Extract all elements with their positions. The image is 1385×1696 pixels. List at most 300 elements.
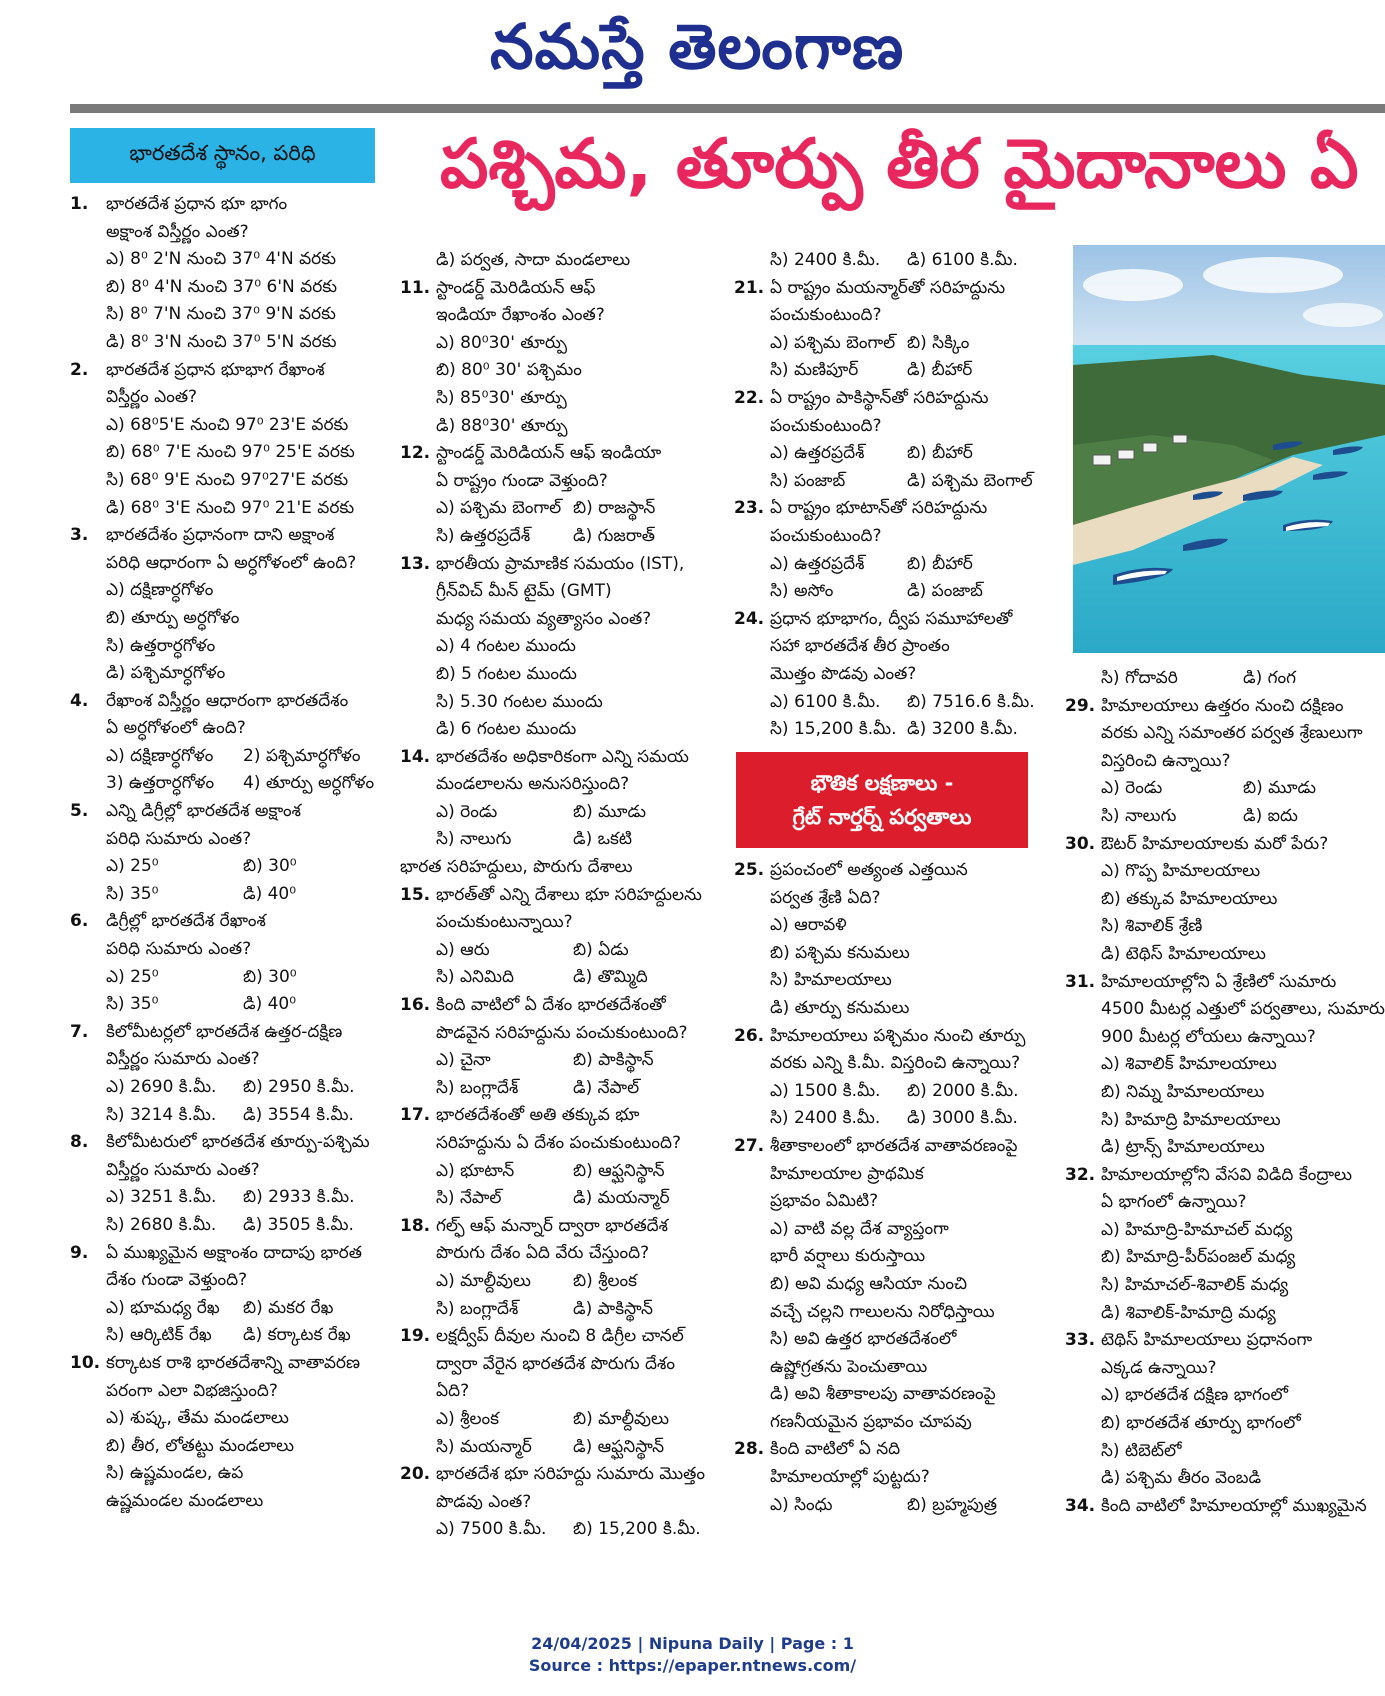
option: డి) 3554 కి.మీ.	[243, 1104, 354, 1125]
option: 2) పశ్చిమార్ధగోళం	[243, 745, 361, 766]
option-row	[400, 1406, 710, 1434]
question-number: 33.	[1065, 1330, 1096, 1351]
option: ఎ) భారతదేశ దక్షిణ భాగంలో	[1101, 1385, 1288, 1406]
option: బి) 80⁰ 30' పశ్చిమం	[436, 360, 582, 381]
question-10	[70, 1350, 380, 1405]
column-3	[734, 247, 1044, 744]
headline: పశ్చిమ, తూర్పు తీర మైదానాలు ఏ	[440, 125, 1359, 204]
question-number: 4.	[70, 690, 89, 711]
question-text: కిలోమీటర్లలో భారతదేశ ఉత్తర-దక్షిణ	[106, 1021, 343, 1042]
option: బి) మకర రేఖ	[243, 1297, 334, 1318]
question-text: హిమాలయాల్లోని వేసవి విడిది కేంద్రాలు	[1101, 1164, 1352, 1185]
option: ఎ) శుష్క, తేమ మండలాలు	[106, 1408, 289, 1429]
question-number: 3.	[70, 525, 89, 546]
option-row	[1065, 803, 1385, 831]
question-text: ఏ రాష్ట్రం మయన్మార్‌తో సరిహద్దును	[770, 277, 1006, 298]
option: ఎ) చైనా	[436, 1050, 491, 1071]
question-text: సరిహద్దును ఏ దేశం పంచుకుంటుంది?	[436, 1133, 682, 1153]
question-text: టెథిస్ హిమాలయాలు ప్రధానంగా	[1101, 1330, 1313, 1351]
option-row	[400, 1268, 710, 1296]
option: ఎ) 68⁰5'E నుంచి 97⁰ 23'E వరకు	[106, 414, 349, 435]
option: డి) 3505 కి.మీ.	[243, 1214, 354, 1235]
option: 4) తూర్పు అర్ధగోళం	[243, 773, 375, 794]
option-row	[70, 881, 380, 909]
section-label-text: భారతదేశ స్థానం, పరిధి	[129, 140, 316, 165]
question-text: ద్వారా వేరైన భారతదేశ పొరుగు దేశం ఏది?	[436, 1353, 676, 1402]
option: డి) కర్కాటక రేఖ	[243, 1325, 351, 1346]
question-17	[400, 1102, 710, 1157]
option: ఎ) 25⁰	[106, 856, 159, 877]
option-row	[734, 1078, 1044, 1106]
option: డి) పశ్చిమ తీరం వెంబడి	[1101, 1468, 1262, 1489]
option: బి) 2950 కి.మీ.	[243, 1077, 355, 1097]
footer-date-line: 24/04/2025 | Nipuna Daily | Page : 1	[531, 1634, 854, 1653]
question-text: హిమాలయాల ప్రాథమిక	[770, 1163, 924, 1184]
option-row	[400, 1296, 710, 1324]
option: సి) 68⁰ 9'E నుంచి 97⁰27'E వరకు	[106, 469, 349, 490]
question-text: ఇండియా రేఖాంశం ఎంత?	[436, 305, 605, 326]
question-text: గ్రీన్‌విచ్ మీన్ టైమ్ (GMT)	[436, 581, 612, 602]
question-number: 25.	[734, 860, 765, 880]
option-row	[70, 1212, 380, 1240]
option: ఎ) శివాలిక్ హిమాలయాలు	[1101, 1054, 1277, 1075]
option: ఎ) మాల్దీవులు	[436, 1270, 531, 1291]
option: సి) అవి ఉత్తర భారతదేశంలో	[770, 1329, 957, 1350]
option: డి) ఐదు	[1243, 805, 1298, 826]
question-number: 32.	[1065, 1164, 1096, 1185]
option: బి) 30⁰	[243, 966, 297, 987]
question-text: పంచుకుంటుంది?	[770, 415, 882, 436]
subsection-heading: భారత సరిహద్దులు, పొరుగు దేశాలు	[400, 857, 633, 878]
option: సి) ఉష్ణమండల, ఉప	[106, 1463, 244, 1484]
question-23	[734, 495, 1044, 550]
option-row	[1065, 665, 1385, 693]
option: సి) నాలుగు	[1101, 805, 1177, 826]
question-text: గల్ఫ్ ఆఫ్ మన్నార్ ద్వారా భారతదేశ	[436, 1215, 669, 1236]
option: సి) గోదావరి	[1101, 668, 1178, 688]
option: సి) 8⁰ 7'N నుంచి 37⁰ 9'N వరకు	[106, 304, 336, 325]
question-13	[400, 551, 710, 634]
option: ఎ) పశ్చిమ బెంగాల్	[770, 332, 896, 353]
option-row	[400, 1434, 710, 1462]
question-text: ఎక్కడ ఉన్నాయి?	[1101, 1357, 1217, 1378]
option: డి) పాకిస్థాన్	[573, 1298, 653, 1319]
question-number: 1.	[70, 194, 89, 214]
question-text: విస్తీర్ణం ఎంత?	[106, 387, 198, 408]
option-row	[400, 523, 710, 551]
question-31	[1065, 969, 1385, 1052]
option: బి) 15,200 కి.మీ.	[573, 1519, 701, 1540]
question-number: 2.	[70, 359, 89, 380]
question-text: పరిధి సుమారు ఎంత?	[106, 939, 252, 960]
question-number: 26.	[734, 1025, 765, 1046]
banner-line: గ్రేట్ నార్తర్న్ పర్వతాలు	[792, 805, 972, 829]
option: బి) 7516.6 కి.మీ.	[907, 691, 1035, 712]
option: బి) పాకిస్థాన్	[573, 1050, 654, 1071]
option: ఎ) 8⁰ 2'N నుంచి 37⁰ 4'N వరకు	[106, 249, 337, 270]
question-number: 17.	[400, 1105, 431, 1126]
question-text: వరకు ఎన్ని కి.మీ. విస్తరించి ఉన్నాయి?	[770, 1053, 1021, 1074]
question-text: రేఖాంశ విస్తీర్ణం ఆధారంగా భారతదేశం	[106, 690, 349, 711]
option: డి) మయన్మార్	[573, 1188, 670, 1209]
option: సి) పంజాబ్	[770, 470, 846, 491]
subsection-banner	[736, 752, 1028, 848]
question-number: 19.	[400, 1326, 431, 1347]
question-text: ప్రధాన భూభాగం, ద్వీప సమూహాలతో	[770, 608, 1013, 629]
option: డి) శివాలిక్-హిమాద్రి మధ్య	[1101, 1302, 1276, 1323]
option: బి) 2933 కి.మీ.	[243, 1187, 355, 1208]
question-27	[734, 1133, 1044, 1216]
option: ఎ) 7500 కి.మీ.	[436, 1519, 547, 1540]
question-text: పొడవైన సరిహద్దును పంచుకుంటుంది?	[436, 1022, 688, 1043]
option: భారీ వర్షాలు కురుస్తాయి	[770, 1246, 926, 1267]
question-text: కిలోమీటరులో భారతదేశ తూర్పు-పశ్చిమ	[106, 1132, 370, 1153]
question-18	[400, 1213, 710, 1268]
question-15	[400, 882, 710, 937]
option: డి) అవి శీతాకాలపు వాతావరణంపై	[770, 1384, 996, 1405]
question-22	[734, 385, 1044, 440]
question-text: పర్వత శ్రేణి ఏది?	[770, 887, 881, 908]
question-text: 4500 మీటర్ల ఎత్తులో పర్వతాలు, సుమారు	[1101, 999, 1385, 1020]
option: డి) పంజాబ్	[907, 581, 983, 602]
question-text: పరంగా ఎలా విభజిస్తుంది?	[106, 1380, 278, 1401]
option: బి) అవి మధ్య ఆసియా నుంచి	[770, 1273, 967, 1294]
question-4	[70, 688, 380, 743]
question-text: స్టాండర్డ్ మెరిడియన్ ఆఫ్ ఇండియా	[436, 443, 662, 464]
question-3	[70, 522, 380, 577]
question-20	[400, 1461, 710, 1516]
option-row	[70, 743, 380, 771]
option: బి) 2000 కి.మీ.	[907, 1080, 1019, 1101]
option-row	[734, 1105, 1044, 1133]
option-row	[734, 468, 1044, 496]
option: డి) గుజరాత్	[573, 525, 655, 546]
option: డి) పశ్చిమార్ధగోళం	[106, 663, 226, 684]
question-text: దేశం గుండా వెళ్తుంది?	[106, 1270, 248, 1291]
section-label	[70, 128, 375, 183]
option: సి) 2400 కి.మీ.	[770, 250, 881, 270]
question-32	[1065, 1162, 1385, 1217]
option: ఎ) భూమధ్య రేఖ	[106, 1297, 220, 1318]
question-text: లక్షద్వీప్ దీవుల నుంచి 8 డిగ్రీల చానల్	[436, 1326, 684, 1347]
column-2	[400, 247, 710, 1544]
option-row	[734, 716, 1044, 744]
question-text: ఏ అర్ధగోళంలో ఉంది?	[106, 718, 246, 739]
question-number: 31.	[1065, 971, 1096, 992]
question-text: భారతదేశం ప్రధానంగా దాని అక్షాంశ	[106, 525, 335, 546]
option: డి) నేపాల్	[573, 1077, 640, 1098]
option: డి) 8⁰ 3'N నుంచి 37⁰ 5'N వరకు	[106, 331, 337, 352]
option-row	[400, 964, 710, 992]
option: డి) గంగ	[1243, 668, 1297, 688]
column-4	[1065, 665, 1385, 1520]
option: డి) 40⁰	[243, 994, 297, 1015]
question-text: పరిధి ఆధారంగా ఏ అర్ధగోళంలో ఉంది?	[106, 552, 357, 573]
option: డి) టెథిస్ హిమాలయాలు	[1101, 943, 1266, 964]
option: ఎ) 6100 కి.మీ.	[770, 691, 881, 712]
option: సి) 2400 కి.మీ.	[770, 1108, 881, 1129]
question-text: సహా భారతదేశ తీర ప్రాంతం	[770, 636, 950, 657]
question-text: అక్షాంశ విస్తీర్ణం ఎంత?	[106, 221, 249, 242]
option: వచ్చే చల్లని గాలులను నిరోధిస్తాయి	[770, 1301, 995, 1322]
option: బి) ఆఫ్ఘనిస్థాన్	[573, 1160, 665, 1181]
option: సి) నేపాల్	[436, 1188, 502, 1209]
option: సి) అసోం	[770, 581, 834, 602]
question-text: కింది వాటిలో ఏ దేశం భారతదేశంతో	[436, 995, 666, 1016]
option-row	[70, 1074, 380, 1102]
option: డి) 40⁰	[243, 883, 297, 904]
option: ఎ) 1500 కి.మీ.	[770, 1080, 881, 1101]
coastal-beach-boats-photo	[1073, 245, 1385, 653]
option: సి) 35⁰	[106, 883, 159, 904]
question-33	[1065, 1327, 1385, 1382]
option: డి) ఆఫ్ఘనిస్థాన్	[573, 1436, 665, 1457]
question-number: 6.	[70, 911, 89, 932]
option: ఎ) ఆరావళి	[770, 915, 847, 936]
option: ఉష్ణోగ్రతను పెంచుతాయి	[770, 1356, 928, 1377]
option: బి) నిమ్న హిమాలయాలు	[1101, 1081, 1265, 1102]
question-text: విస్తరించి ఉన్నాయి?	[1101, 750, 1231, 771]
question-text: ఔటర్ హిమాలయాలకు మరో పేరు?	[1101, 833, 1329, 854]
masthead-rule	[70, 104, 1385, 113]
question-text: పొరుగు దేశం ఏది వేరు చేస్తుంది?	[436, 1243, 650, 1264]
question-text: మొత్తం పొడవు ఎంత?	[770, 663, 917, 684]
option: సి) నాలుగు	[436, 829, 512, 850]
option: ఎ) హిమాద్రి-హిమాచల్ మధ్య	[1101, 1219, 1293, 1240]
option: బి) మూడు	[573, 801, 646, 822]
question-text: డిగ్రీల్లో భారతదేశ రేఖాంశ	[106, 911, 266, 932]
option: ఎ) సింధు	[770, 1494, 833, 1515]
question-number: 16.	[400, 995, 431, 1016]
question-text: ఏ రాష్ట్రం భూటాన్‌తో సరిహద్దును	[770, 498, 988, 519]
option: బి) తక్కువ హిమాలయాలు	[1101, 888, 1278, 909]
option: డి) 68⁰ 3'E నుంచి 97⁰ 21'E వరకు	[106, 497, 355, 518]
question-text: ఏ భాగంలో ఉన్నాయి?	[1101, 1192, 1247, 1213]
option: ఎ) వాటి వల్ల దేశ వ్యాప్తంగా	[770, 1218, 949, 1239]
option: డి) పర్వత, సాదా మండలాలు	[436, 250, 631, 270]
option-row	[734, 578, 1044, 606]
option-row	[734, 330, 1044, 358]
question-number: 12.	[400, 443, 431, 464]
question-text: పంచుకుంటుంది?	[770, 525, 882, 546]
question-number: 11.	[400, 277, 431, 298]
option: ఎ) పశ్చిమ బెంగాల్	[436, 498, 562, 519]
option: సి) బంగ్లాదేశ్	[436, 1077, 519, 1098]
option: బి) బీహార్	[907, 553, 973, 574]
option-row	[734, 1492, 1044, 1520]
option: ఎ) శ్రీలంక	[436, 1408, 500, 1429]
question-text: భారతదేశంతో అతి తక్కువ భూ	[436, 1105, 640, 1126]
question-text: 900 మీటర్ల లోయలు ఉన్నాయి?	[1101, 1026, 1316, 1047]
question-text: హిమాలయాలు పశ్చిమం నుంచి తూర్పు	[770, 1025, 1026, 1046]
option-row	[70, 1184, 380, 1212]
question-text: కింది వాటిలో హిమాలయాల్లో ముఖ్యమైన	[1101, 1495, 1367, 1516]
question-28	[734, 1436, 1044, 1491]
option: 3) ఉత్తరార్ధగోళం	[106, 773, 215, 794]
option: ఎ) రెండు	[436, 801, 498, 822]
question-text: పంచుకుంటుంది?	[770, 305, 882, 326]
question-number: 15.	[400, 884, 431, 905]
option-row	[70, 853, 380, 881]
question-text: భారత్‌తో ఎన్ని దేశాలు భూ సరిహద్దులను	[436, 884, 702, 905]
option-row	[734, 689, 1044, 717]
question-8	[70, 1129, 380, 1184]
option: డి) తొమ్మిది	[573, 967, 648, 988]
question-number: 18.	[400, 1215, 431, 1236]
question-19	[400, 1323, 710, 1406]
question-24	[734, 606, 1044, 689]
masthead-logo: నమస్తే తెలంగాణ	[490, 10, 905, 83]
question-text: భారతదేశ భూ సరిహద్దు సుమారు మొత్తం	[436, 1464, 705, 1485]
option: బి) బ్రహ్మపుత్ర	[907, 1494, 997, 1515]
option: బి) తూర్పు అర్ధగోళం	[106, 607, 240, 628]
option-row	[734, 357, 1044, 385]
question-text: విస్తీర్ణం సుమారు ఎంత?	[106, 1159, 260, 1180]
question-text: వరకు ఎన్ని సమాంతర పర్వత శ్రేణులుగా	[1101, 723, 1363, 744]
footer-source-line: Source : https://epaper.ntnews.com/	[528, 1656, 857, 1675]
banner-line: భౌతిక లక్షణాలు -	[810, 771, 954, 795]
question-12	[400, 440, 710, 495]
option: సి) హిమాలయాలు	[770, 970, 892, 991]
option: సి) 85⁰30' తూర్పు	[436, 387, 567, 408]
option-row	[734, 247, 1044, 275]
question-text: స్టాండర్డ్ మెరిడియన్ ఆఫ్	[436, 277, 596, 298]
question-number: 13.	[400, 553, 431, 574]
option: ఎ) ఆరు	[436, 939, 490, 960]
option: బి) మాల్దీవులు	[573, 1408, 669, 1429]
option: సి) 5.30 గంటల ముందు	[436, 691, 603, 712]
option: బి) బీహార్	[907, 443, 973, 464]
option: బి) 5 గంటల ముందు	[436, 663, 577, 684]
question-text: ఏ రాష్ట్రం గుండా వెళ్తుంది?	[436, 470, 608, 491]
column-3-lower	[734, 857, 1044, 1519]
question-number: 8.	[70, 1132, 89, 1153]
option: సి) ఉత్తరప్రదేశ్	[436, 525, 531, 546]
option: ఎ) 3251 కి.మీ.	[106, 1187, 217, 1208]
question-number: 27.	[734, 1135, 765, 1156]
question-number: 28.	[734, 1439, 765, 1460]
question-6	[70, 908, 380, 963]
option: సి) 15,200 కి.మీ.	[770, 719, 897, 740]
question-text: భారతదేశ ప్రధాన భూభాగ రేఖాంశ	[106, 359, 325, 380]
option-row	[400, 1185, 710, 1213]
question-text: విస్తీర్ణం సుమారు ఎంత?	[106, 1049, 260, 1070]
question-text: ఏ ముఖ్యమైన అక్షాంశం దాదాపు భారత	[106, 1242, 362, 1263]
option-row	[70, 1322, 380, 1350]
question-number: 24.	[734, 608, 765, 629]
option: బి) మూడు	[1243, 778, 1316, 799]
question-text: హిమాలయాల్లోని ఏ శ్రేణిలో సుమారు	[1101, 971, 1337, 992]
option: గణనీయమైన ప్రభావం చూపవు	[770, 1411, 972, 1432]
option: ఎ) రెండు	[1101, 778, 1163, 799]
option: ఎ) భూటాన్	[436, 1160, 515, 1181]
column-1	[70, 191, 380, 1516]
option: సి) హిమాద్రి హిమాలయాలు	[1101, 1109, 1281, 1130]
option: సి) ఆర్కిటిక్ రేఖ	[106, 1325, 212, 1346]
question-number: 21.	[734, 277, 765, 298]
question-number: 9.	[70, 1242, 89, 1263]
option: డి) 3000 కి.మీ.	[907, 1108, 1018, 1129]
option: సి) హిమాచల్-శివాలిక్ మధ్య	[1101, 1275, 1289, 1296]
option: సి) మయన్మార్	[436, 1436, 532, 1457]
option: బి) ఏడు	[573, 939, 629, 960]
question-text: ప్రభావం ఏమిటి?	[770, 1191, 879, 1212]
question-text: పొడవు ఎంత?	[436, 1491, 532, 1512]
question-text: పరిధి సుమారు ఎంత?	[106, 828, 252, 849]
option-row	[734, 551, 1044, 579]
question-text: భారతదేశం అధికారికంగా ఎన్ని సమయ	[436, 746, 689, 767]
option-row	[734, 440, 1044, 468]
option: ఎ) 4 గంటల ముందు	[436, 636, 576, 657]
question-29	[1065, 693, 1385, 776]
question-number: 7.	[70, 1021, 89, 1042]
question-21	[734, 275, 1044, 330]
option: డి) బీహార్	[907, 360, 973, 381]
question-30	[1065, 831, 1385, 859]
option: బి) శ్రీలంక	[573, 1270, 638, 1291]
question-text: భారతీయ ప్రామాణిక సమయం (IST),	[436, 553, 685, 574]
option-row	[400, 937, 710, 965]
question-text: మధ్య సమయ వ్యత్యాసం ఎంత?	[436, 608, 652, 629]
option-row	[400, 1075, 710, 1103]
question-number: 10.	[70, 1352, 101, 1373]
question-number: 5.	[70, 801, 89, 822]
option: డి) తూర్పు కనుమలు	[770, 997, 910, 1018]
option: డి) 6100 కి.మీ.	[907, 250, 1018, 270]
question-text: కింది వాటిలో ఏ నది	[770, 1439, 901, 1460]
question-text: పంచుకుంటున్నాయి?	[436, 912, 573, 933]
option: ఎ) 80⁰30' తూర్పు	[436, 332, 567, 353]
option: ఎ) 25⁰	[106, 966, 159, 987]
question-1	[70, 191, 380, 246]
option-row	[400, 1516, 710, 1544]
option: డి) 6 గంటల ముందు	[436, 719, 577, 740]
question-text: కర్కాటక రాశి భారతదేశాన్ని వాతావరణ	[106, 1352, 361, 1373]
question-5	[70, 798, 380, 853]
option: సి) టిబెట్‌లో	[1101, 1440, 1182, 1461]
question-26	[734, 1023, 1044, 1078]
question-text: శీతాకాలంలో భారతదేశ వాతావరణంపై	[770, 1135, 1018, 1156]
question-text: ఏ రాష్ట్రం పాకిస్థాన్‌తో సరిహద్దును	[770, 387, 989, 408]
option: డి) ట్రాన్స్ హిమాలయాలు	[1101, 1137, 1265, 1158]
option: డి) ఒకటి	[573, 829, 633, 850]
option: డి) 3200 కి.మీ.	[907, 719, 1018, 740]
question-number: 30.	[1065, 833, 1096, 854]
option: బి) 30⁰	[243, 856, 297, 877]
question-text: హిమాలయాల్లో పుట్టదు?	[770, 1467, 930, 1488]
option: డి) 88⁰30' తూర్పు	[436, 415, 568, 436]
option: ఎ) 2690 కి.మీ.	[106, 1077, 217, 1097]
option-row	[70, 991, 380, 1019]
question-number: 22.	[734, 387, 765, 408]
option-row	[400, 799, 710, 827]
option: ఎ) ఉత్తరప్రదేశ్	[770, 553, 865, 574]
option: బి) భారతదేశ తూర్పు భాగంలో	[1101, 1413, 1301, 1434]
option: బి) 68⁰ 7'E నుంచి 97⁰ 25'E వరకు	[106, 442, 355, 463]
question-text: హిమాలయాలు ఉత్తరం నుంచి దక్షిణం	[1101, 695, 1344, 716]
option: బి) హిమాద్రి-పీర్‌పంజల్ మధ్య	[1101, 1247, 1296, 1268]
option: సి) 35⁰	[106, 994, 159, 1015]
question-9	[70, 1240, 380, 1295]
option: బి) 8⁰ 4'N నుంచి 37⁰ 6'N వరకు	[106, 276, 338, 297]
question-11	[400, 275, 710, 330]
option: సి) ఎనిమిది	[436, 967, 514, 988]
question-text: ఎన్ని డిగ్రీల్లో భారతదేశ అక్షాంశ	[106, 801, 302, 822]
question-number: 14.	[400, 746, 431, 767]
option-row	[400, 495, 710, 523]
option: ఎ) దక్షిణార్ధగోళం	[106, 745, 214, 766]
question-7	[70, 1019, 380, 1074]
